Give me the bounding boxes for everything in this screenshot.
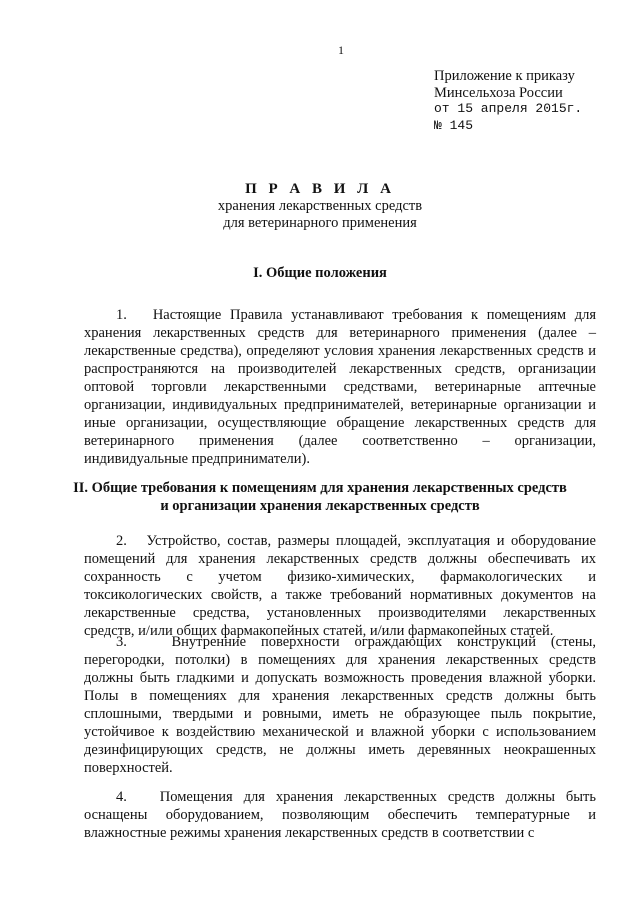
- paragraph-1: 1. Настоящие Правила устанавливают требования к помещениям для хранения лекарственных средств для ветеринарного применения (далее – лекарственные средства), определяют условия хранения лекарственных средств и распространяются на производителей лекарственных средств, организации оптовой торговли лекарственными средствами, ветеринарные аптечные организации, индивидуальных предпринимателей, ветеринарные организации и иные организации, осуществляющие обращение лекарственных средств для ветеринарного применения (далее соответственно – организации, индивидуальные предприниматели).: [84, 307, 596, 467]
- document-subtitle-line-1: хранения лекарственных средств: [217, 198, 423, 214]
- section-1-heading: I. Общие положения: [253, 265, 387, 281]
- section-2-heading-line-2: и организации хранения лекарственных средств: [160, 498, 480, 514]
- document-title: П Р А В И Л А: [245, 181, 395, 197]
- appendix-line-2: Минсельхоза России: [434, 84, 563, 101]
- document-subtitle-line-2: для ветеринарного применения: [223, 215, 417, 231]
- page-number: 1: [338, 43, 344, 57]
- section-2-heading-line-1: II. Общие требования к помещениям для хранения лекарственных средств: [73, 480, 567, 496]
- appendix-block: [434, 68, 624, 134]
- title-block: [0, 180, 640, 232]
- paragraph-4: 4. Помещения для хранения лекарственных средств должны быть оснащены оборудованием, позволяющим обеспечить температурные и влажностные режимы хранения лекарственных средств в соответствии с: [84, 789, 596, 841]
- appendix-date: от 15 апреля 2015г.: [434, 101, 583, 116]
- appendix-number: № 145: [434, 117, 474, 133]
- appendix-line-1: Приложение к приказу: [434, 68, 575, 84]
- section-2-heading: [0, 479, 640, 515]
- paragraph-2: 2. Устройство, состав, размеры площадей, эксплуатация и оборудование помещений для хранения лекарственных средств должны обеспечивать их сохранность с учетом физико-химических, фармакологических и токсикологических свойств, а также требований нормативных документов на лекарственные средства, установленных производителями лекарственных средств, и/или общих фармакопейных статей, и/или фармакопейных статей.: [84, 533, 596, 639]
- paragraph-3: 3. Внутренние поверхности ограждающих конструкций (стены, перегородки, потолки) в помещениях для хранения лекарственных средств должны быть гладкими и допускать возможность проведения влажной уборки. Полы в помещениях для хранения лекарственных средств должны быть сплошными, твердыми и ровными, иметь не образующее пыль покрытие, устойчивое к воздействию механической и влажной уборки с использованием дезинфицирующих средств, не должны иметь деревянных неокрашенных поверхностей.: [84, 634, 596, 776]
